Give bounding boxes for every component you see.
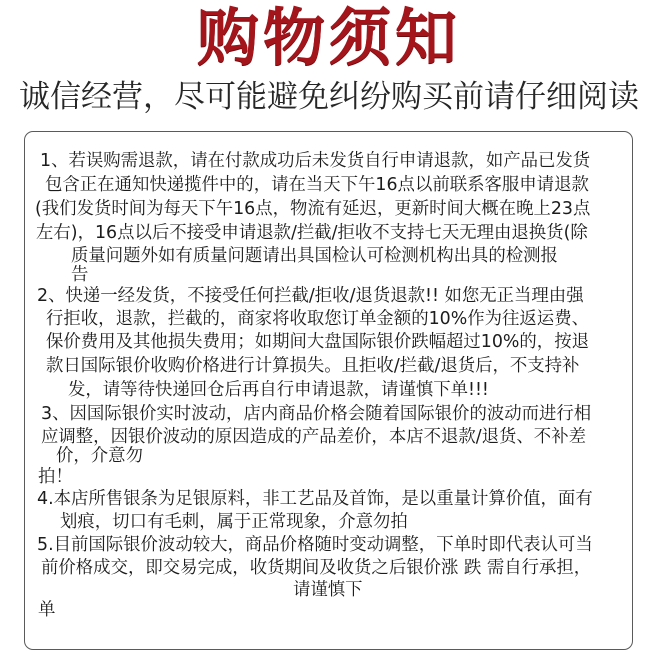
notice-section-1-line-2: 包含正在通知快递揽件中的，请在当天下午16点以前联系客服申请退款 [45,175,589,195]
notice-section-1-line-1: 1、若误购需退款，请在付款成功后未发货自行申请退款，如产品已发货 [40,151,591,171]
notice-section-1-line-6: 告 [71,265,89,285]
notice-section-5-line-3: 请谨慎下 [293,580,363,600]
notice-section-2-line-2: 行拒收，退款，拦截的，商家将收取您订单金额的10%作为往返运费、 [46,309,589,329]
notice-section-1-line-3: (我们发货时间为每天下午16点，物流有延迟，更新时间大概在晚上23点 [35,199,591,219]
notice-section-2-line-3: 保价费用及其他损失费用；如期间大盘国际银价跌幅超过10%的，按退 [46,332,589,352]
notice-section-5-line-4: 单 [38,600,56,620]
notice-section-5-line-2: 前价格成交，即交易完成，收货期间及收货之后银价涨 跌 需自行承担， [41,558,592,578]
notice-section-2-line-1: 2、快递一经发货，不接受任何拦截/拒收/退货退款!! 如您无正当理由强 [37,286,584,306]
notice-section-3-line-4: 拍！ [38,467,73,487]
notice-section-1-line-4: 左右)，16点以后不接受申请退款/拦截/拒收不支持七天无理由退换货(除 [36,223,588,243]
notice-section-2-line-4: 款日国际银价收购价格进行计算损失。且拒收/拦截/退货后，不支持补 [46,356,580,376]
notice-section-4-line-1: 4.本店所售银条为足银原料，非工艺品及首饰，是以重量计算价值，面有 [37,489,593,509]
page-title: 购物须知 [196,1,461,74]
notice-section-3-line-3: 价，介意勿 [56,446,143,466]
notice-section-5-line-1: 5.目前国际银价波动较大，商品价格随时变动调整，下单时即代表认可当 [37,535,593,555]
page-subtitle: 诚信经营，尽可能避免纠纷购买前请仔细阅读 [19,79,639,115]
notice-section-3-line-2: 应调整，因银价波动的原因造成的产品差价，本店不退款/退货、不补差 [41,427,586,447]
notice-section-3-line-1: 3、因国际银价实时波动，店内商品价格会随着国际银价的波动而进行相 [41,404,592,424]
notice-section-2-line-5: 发，请等待快递回仓后再自行申请退款，请谨慎下单!!! [68,380,489,400]
notice-section-4-line-2: 划痕，切口有毛刺，属于正常现象，介意勿拍 [60,512,408,532]
notice-section-1-line-5: 质量问题外如有质量问题请出具国检认可检测机构出具的检测报 [71,246,558,266]
